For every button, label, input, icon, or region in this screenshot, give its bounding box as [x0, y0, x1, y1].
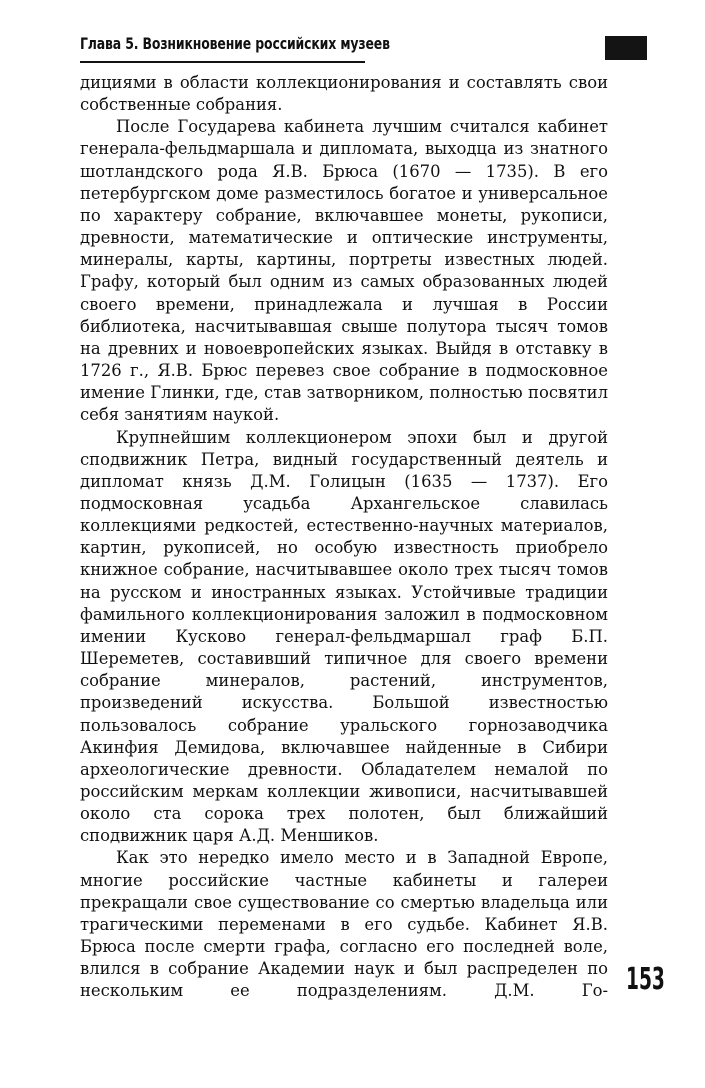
page-number: 153 — [626, 962, 665, 997]
paragraph-golitsyn-collection: Крупнейшим коллекционером эпохи был и другой сподвижник Петра, видный государственный деятель и дипломат князь Д.М. Голицын (1635 — 1737). Его подмосковная усадьба Архангельское славилась коллекциями редкостей, естественно-научных материалов, картин, рукописей, но особую известность приобрело книжное собрание, насчитывавшее около трех тысяч томов на русском и иностранных языках. Устойчивые традиции фамильного коллекционирования заложил в подмосковном имении Кусково генерал-фельдмаршал граф Б.П. Шереметев, составивший типичное для своего времени собрание минералов, растений, инструментов, произведений искусства. Большой известностью пользовалось собрание уральского горнозаводчика Акинфия Демидова, включавшее найденные в Сибири археологические древности. Обладателем немалой по российским меркам коллекции живописи, насчитывавшей около ста сорока трех полотен, был ближайший сподвижник царя А.Д. Меншиков. — [80, 427, 608, 846]
running-header — [80, 28, 647, 64]
paragraph-bruce-cabinet: После Государева кабинета лучшим считался кабинет генерала-фельдмаршала и дипломата, выходца из знатного шотландского рода Я.В. Брюса (1670 — 1735). В его петербургском доме разместилось богатое и универсальное по характеру собрание, включавшее монеты, рукописи, древности, математические и оптические инструменты, минералы, карты, картины, портреты известных людей. Графу, который был одним из самых образованных людей своего времени, принадлежала и лучшая в России библиотека, насчитывавшая свыше полутора тысяч томов на древних и новоевропейских языках. Выйдя в отставку в 1726 г., Я.В. Брюс перевез свое собрание в подмосковное имение Глинки, где, став затворником, полностью посвятил себя занятиям наукой. — [80, 117, 608, 425]
chapter-title: Глава 5. Возникновение российских музеев — [80, 34, 390, 53]
header-rule — [80, 61, 365, 63]
body-text — [80, 72, 608, 1003]
paragraph-continuation: дициями в области коллекционирования и составлять свои собственные собрания. — [80, 73, 608, 115]
paragraph-private-cabinets: Как это нередко имело место и в Западной Европе, многие российские частные кабинеты и галереи прекращали свое существование со смертью владельца или трагическими переменами в его судьбе. Кабинет Я.В. Брюса после смерти графа, согласно его последней воле, влился в собрание Академии наук и был распределен по нескольким ее подразделениям. Д.М. Го- — [80, 848, 608, 1001]
header-marker-block — [605, 36, 647, 60]
